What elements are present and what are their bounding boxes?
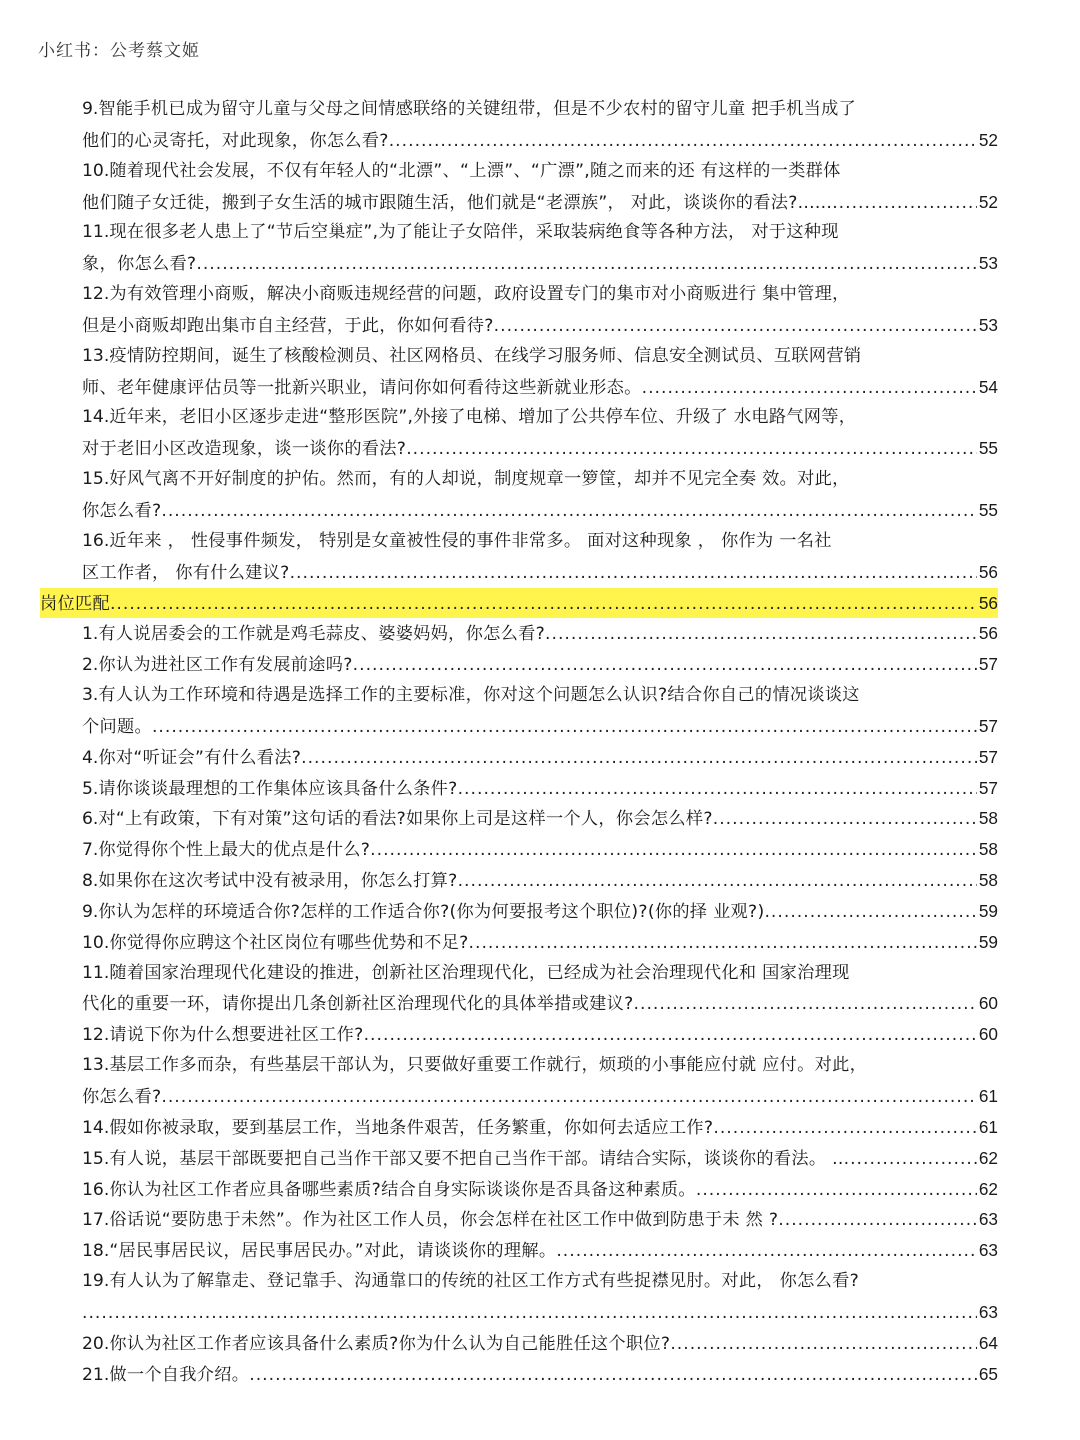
toc-page-number: 58: [978, 808, 998, 829]
toc-entry-text: 为有效管理小商贩，解决小商贩违规经营的问题，政府设置专门的集市对小商贩进行 集中管理，: [109, 284, 850, 305]
toc-entry-text: 俗话说“要防患于未然”。作为社区工作人员，你会怎样在社区工作中做到防患于未 然 ?: [109, 1210, 779, 1231]
toc-entry-text: “居民事居民议，居民事居民办。”对此，请谈谈你的理解。: [109, 1241, 557, 1262]
watermark-text: 小红书：公考蔡文姬: [38, 41, 200, 61]
leader-dots: [353, 650, 977, 680]
toc-entry-number: 16.: [82, 1179, 110, 1200]
toc-entry-text: 你怎么看?: [82, 500, 162, 521]
toc-entry-text: 随着国家治理现代化建设的推进，创新社区治理现代化，已经成为社会治理现代化和 国家治理现: [109, 962, 850, 983]
toc-entry-text: 他们的心灵寄托，对此现象，你怎么看?: [82, 130, 389, 151]
toc-page-number: 57: [978, 777, 998, 798]
toc-page-number: 64: [978, 1332, 998, 1353]
leader-dots: [364, 1020, 977, 1050]
toc-page-number: 53: [978, 314, 998, 335]
toc-entry-number: 14.: [82, 407, 110, 428]
toc-entry-text: 你认为社区工作者应该具备什么素质?你为什么认为自己能胜任这个职位?: [109, 1333, 671, 1354]
toc-page-number: 58: [978, 839, 998, 860]
toc-entry-text: 请说下你为什么想要进社区工作?: [109, 1025, 364, 1046]
toc-entry-line[interactable]: [40, 803, 998, 834]
toc-entry-text: 基层工作多而杂，有些基层干部认为，只要做好重要工作就行，烦琐的小事能应付就 应付。对此，: [109, 1055, 868, 1076]
toc-entry-number: 3.: [82, 685, 99, 706]
toc-page-number: 56: [978, 561, 998, 582]
toc-page-number: 60: [978, 993, 998, 1014]
toc-entry-text: 现在很多老人患上了“节后空巢症”,为了能让子女陪伴，采取装病绝食等各种方法， 对于这种现: [109, 222, 839, 243]
leader-dots: [832, 188, 977, 218]
toc-entry-number: 10.: [82, 160, 110, 181]
leader-dots: [764, 897, 976, 927]
toc-entry-line[interactable]: [40, 1050, 998, 1081]
leader-dots: [301, 743, 977, 773]
leader-dots: [161, 496, 977, 526]
toc-entry-number: 19.: [82, 1271, 110, 1292]
toc-entry-number: 15.: [82, 1148, 110, 1169]
leader-dots: [152, 712, 977, 742]
toc-entry-line[interactable]: [40, 1328, 998, 1359]
leader-dots: [696, 1175, 977, 1205]
toc-page-number: 60: [978, 1024, 998, 1045]
toc-entry-line[interactable]: [40, 248, 998, 279]
toc-entry-text: 你觉得你个性上最大的优点是什么?: [98, 840, 371, 861]
toc-entry-number: 18.: [82, 1241, 110, 1262]
toc-entry-line[interactable]: [40, 495, 998, 526]
toc-entry-text: 好风气离不开好制度的护佑。然而，有的人却说，制度规章一箩筐，却并不见完全奏 效。对此，: [109, 469, 850, 490]
toc-page-number: 57: [978, 746, 998, 767]
toc-entry-number: 9.: [82, 901, 99, 922]
leader-dots: [844, 1144, 977, 1174]
toc-entry-line[interactable]: [40, 526, 998, 557]
toc-entry-number: 13.: [82, 345, 110, 366]
toc-entry-line[interactable]: [40, 187, 998, 218]
toc-entry-number: 5.: [82, 778, 99, 799]
toc-entry-line[interactable]: [40, 1359, 998, 1390]
toc-page-number: 58: [978, 870, 998, 891]
toc-entry-line[interactable]: [40, 310, 998, 341]
toc-entry-line[interactable]: [40, 1266, 998, 1297]
toc-entry-line[interactable]: [40, 1019, 998, 1050]
toc-entry-text: 你认为进社区工作有发展前途吗?: [98, 655, 353, 676]
toc-page-number: 52: [978, 129, 998, 150]
section-title: 岗位匹配: [40, 593, 110, 614]
toc-page-number: 57: [978, 654, 998, 675]
leader-dots: [389, 126, 977, 156]
leader-dots: [370, 835, 977, 865]
leader-dots: [670, 1329, 977, 1359]
leader-dots: [713, 804, 977, 834]
toc-entry-number: 11.: [82, 222, 110, 243]
toc-entry-line[interactable]: [40, 649, 998, 680]
toc-page-number: 62: [978, 1178, 998, 1199]
toc-entry-text: 有人说，基层干部既要把自己当作干部又要不把自己当作干部。请结合实际，谈谈你的看法。 ..: [109, 1148, 844, 1169]
leader-dots: [161, 1082, 977, 1112]
toc-entry-number: 16.: [82, 530, 110, 551]
leader-dots: [249, 1360, 977, 1390]
toc-entry-number: 2.: [82, 655, 99, 676]
toc-entry-line[interactable]: [40, 865, 998, 896]
leader-dots: [642, 373, 977, 403]
toc-entry-number: 10.: [82, 932, 110, 953]
leader-dots: [110, 589, 977, 619]
toc-entry-text: 智能手机已成为留守儿童与父母之间情感联络的关键纽带，但是不少农村的留守儿童 把手机当成了: [98, 99, 857, 119]
toc-entry-text: 有人说居委会的工作就是鸡毛蒜皮、婆婆妈妈，你怎么看?: [98, 624, 546, 645]
toc-entry-text: 有人认为了解靠走、登记靠手、沟通靠口的传统的社区工作方式有些捉襟见肘。对此， 你怎么看?: [109, 1271, 860, 1292]
toc-entry-text: 你觉得你应聘这个社区岗位有哪些优势和不足?: [109, 932, 469, 953]
toc-entry-text: 近年来，老旧小区逐步走进“整形医院”,外接了电梯、增加了公共停车位、升级了 水电路气网等，: [109, 407, 857, 428]
toc-page-number: 63: [978, 1209, 998, 1230]
toc-entry-text: 代化的重要一环，请你提出几条创新社区治理现代化的具体举措或建议?: [82, 994, 634, 1015]
toc-entry-line[interactable]: [40, 1112, 998, 1143]
toc-page-number: 55: [978, 438, 998, 459]
leader-dots: [458, 866, 977, 896]
toc-entry-text: 疫情防控期间，诞生了核酸检测员、社区网格员、在线学习服务师、信息安全测试员、互联网营销: [109, 345, 862, 366]
toc-page-number: 63: [978, 1301, 998, 1322]
toc-entry-text: 你认为怎样的环境适合你?怎样的工作适合你?(你为何要报考这个职位)?(你的择 业观?): [98, 901, 765, 922]
toc-entry-number: 12.: [82, 284, 110, 305]
leader-dots: [406, 434, 977, 464]
toc-entry-line[interactable]: [40, 464, 998, 495]
toc-entry-text: 如果你在这次考试中没有被录用，你怎么打算?: [98, 871, 458, 892]
toc-entry-line[interactable]: [40, 372, 998, 403]
toc-entry-line[interactable]: [40, 557, 998, 588]
toc-entry-line[interactable]: [40, 773, 998, 804]
toc-entry-text: 有人认为工作环境和待遇是选择工作的主要标准，你对这个问题怎么认识?结合你自己的情况谈谈这: [98, 685, 860, 706]
toc-entry-text: 但是小商贩却跑出集市自主经营，于此，你如何看待?: [82, 315, 494, 336]
toc-entry-line[interactable]: [40, 341, 998, 372]
toc-entry-text: 象，你怎么看?: [82, 254, 197, 275]
toc-entry-text: 近年来 ， 性侵事件频发， 特别是女童被性侵的事件非常多。 面对这种现象 ， 你作为 一名社: [109, 530, 832, 551]
toc-entry-text: 师、老年健康评估员等一批新兴职业，请问你如何看待这些新就业形态。: [82, 377, 642, 398]
toc-entry-line[interactable]: [40, 742, 998, 773]
toc-entry-line[interactable]: [40, 896, 998, 927]
toc-entry-number: 14.: [82, 1117, 110, 1138]
toc-page-number: 61: [978, 1116, 998, 1137]
toc-page-number: 57: [978, 715, 998, 736]
toc-entry-line[interactable]: [40, 1235, 998, 1266]
toc-page-number: 53: [978, 253, 998, 274]
toc-entry-text: 你对“听证会”有什么看法?: [98, 747, 302, 768]
toc-page-number: 63: [978, 1240, 998, 1261]
toc-entry-number: 8.: [82, 871, 99, 892]
toc-entry-number: 4.: [82, 747, 99, 768]
toc-entry-line[interactable]: [40, 1174, 998, 1205]
leader-dots: [494, 311, 977, 341]
toc-entry-line[interactable]: [40, 217, 998, 248]
toc-page-number: 56: [978, 623, 998, 644]
toc-entry-number: 17.: [82, 1210, 110, 1231]
toc-entry-text: 假如你被录取，要到基层工作，当地条件艰苦，任务繁重，你如何去适应工作?: [109, 1117, 714, 1138]
leader-dots: [82, 1298, 977, 1328]
section-heading[interactable]: [40, 588, 998, 619]
toc-entry-text: 你怎么看?: [82, 1087, 162, 1107]
toc-entry-text: 对于老旧小区改造现象，谈一谈你的看法?: [82, 439, 407, 460]
toc-entry-line[interactable]: [40, 834, 998, 865]
leader-dots: [458, 774, 977, 804]
leader-dots: [196, 249, 977, 279]
toc-page-number: 54: [978, 376, 998, 397]
toc-page-number: 59: [978, 931, 998, 952]
toc-entry-line[interactable]: [40, 988, 998, 1019]
toc-page-number: 59: [978, 900, 998, 921]
toc-entry-number: 13.: [82, 1055, 110, 1076]
toc-entry-line[interactable]: [40, 680, 998, 711]
toc-entry-line[interactable]: [40, 618, 998, 649]
toc-entry-text: 请你谈谈最理想的工作集体应该具备什么条件?: [98, 778, 458, 799]
toc-entry-line[interactable]: [40, 1204, 998, 1235]
toc-entry-text: 区工作者， 你有什么建议?: [82, 562, 290, 583]
toc-entry-line[interactable]: [40, 1081, 998, 1112]
toc-entry-text: 个问题。: [82, 716, 152, 737]
toc-entry-text: 对“上有政策，下有对策”这句话的看法?如果你上司是这样一个人，你会怎么样?: [98, 809, 713, 830]
toc-entry-text: 做一个自我介绍。: [109, 1364, 250, 1385]
toc-entry-line[interactable]: [40, 927, 998, 958]
toc-entry-number: 6.: [82, 809, 99, 830]
toc-entry-number: 20.: [82, 1333, 110, 1354]
section-page-number: 56: [978, 592, 998, 613]
toc-entry-line[interactable]: [40, 958, 998, 989]
toc-entry-line[interactable]: [40, 433, 998, 464]
toc-page-number: 52: [978, 191, 998, 212]
toc-entry-line[interactable]: [40, 402, 998, 433]
leader-dots: [778, 1205, 977, 1235]
leader-dots: [556, 1236, 977, 1266]
toc-entry-text: 你认为社区工作者应具备哪些素质?结合自身实际谈谈你是否具备这种素质。: [109, 1179, 696, 1200]
leader-dots: [545, 619, 977, 649]
leader-dots: [713, 1113, 977, 1143]
toc-page-number: 61: [978, 1086, 998, 1106]
toc-entry-number: 21.: [82, 1364, 110, 1385]
toc-entry-number: 1.: [82, 624, 99, 645]
toc-page-number: 62: [978, 1147, 998, 1168]
toc-entry-number: 9.: [82, 99, 99, 119]
toc-entry-number: 11.: [82, 962, 110, 983]
toc-entry-number: 7.: [82, 840, 99, 861]
leader-dots: [290, 558, 977, 588]
toc-entry-line[interactable]: [40, 125, 998, 156]
table-of-contents: [40, 94, 998, 1389]
toc-entry-line[interactable]: [40, 279, 998, 310]
toc-entry-line[interactable]: [40, 711, 998, 742]
toc-page-number: 55: [978, 499, 998, 520]
toc-entry-line[interactable]: [40, 94, 998, 125]
toc-entry-line[interactable]: [40, 1143, 998, 1174]
toc-entry-number: 15.: [82, 469, 110, 490]
leader-dots: [469, 928, 977, 958]
toc-entry-line[interactable]: [40, 1297, 998, 1328]
toc-entry-text: 随着现代社会发展，不仅有年轻人的“北漂”、“上漂”、“广漂”,随之而来的还 有这样的一类群体: [109, 160, 841, 181]
toc-entry-text: 他们随子女迁徙，搬到子女生活的城市跟随生活，他们就是“老漂族”， 对此，谈谈你的看法?......: [82, 192, 833, 213]
toc-entry-number: 12.: [82, 1025, 110, 1046]
toc-page-number: 65: [978, 1363, 998, 1384]
toc-entry-line[interactable]: [40, 156, 998, 187]
leader-dots: [634, 989, 977, 1019]
